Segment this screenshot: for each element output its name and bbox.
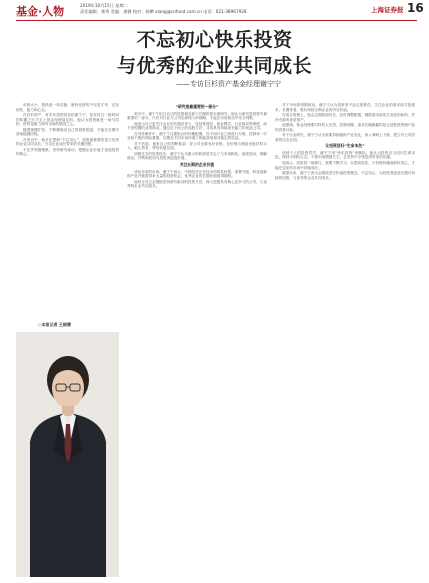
paragraph: 不在乎短期涨跌，坚持研究驱动，把握企业价值才是他投资的核心。 xyxy=(16,147,119,157)
headline-line-1: 不忘初心快乐投资 xyxy=(136,29,293,51)
section-heading: 关注长期的企业价值 xyxy=(179,162,215,168)
paragraph: 谈到个人的投资哲学，谢宁宁用“快乐投资”来概括。他认为投资应当回归生命本色，保持平和的心态，不被市场情绪左右，在坚持中享受投资带来的乐趣。 xyxy=(275,150,415,160)
paragraph: 他强调，基金经理要对持有人负责，控制回撤、追求长期稳健的复合回报是管理产品的首要目标。 xyxy=(275,123,415,132)
paragraph: 在组合管理上，他会定期检视持仓，及时调整配置，剔除基本面发生变化的标的，并补充新的优质资产。 xyxy=(275,113,415,122)
paper-name: 上海证券报 xyxy=(371,6,404,14)
paragraph: 对于市场的短期波动，谢宁宁认为投资者不必过度焦虑，关注企业的基本面才是根本，长期来看，股价终将反映企业的内在价值。 xyxy=(275,103,415,112)
paragraph: 对于行业研究，谢宁宁认为需要持续跟踪产业变化，深入调研上下游，建立对公司经营的动态认知。 xyxy=(275,133,415,142)
masthead xyxy=(0,0,429,20)
paragraph: 采访中，谢宁宁坦言自己的投资理念源于长期的基本面研究，他认为研究是投资中最重要的一部分，只有对行业与公司足够深入的理解，才能在市场波动中坚守判断。 xyxy=(127,111,267,121)
editor-info: 责任编辑：龚秀 美编：唐健 校对：杨攀 xlang@cnfund.com.cn 电话：021-38967928 xyxy=(80,8,247,14)
paragraph: 年龄大小，我热爱一项长跑，最终比拼的不仅是才华，还有韧性、毅力和心态。 xyxy=(16,103,119,112)
paragraph: 展望未来，谢宁宁表示会继续坚守价值投资理念，不忘初心，为投资者创造长期可持续的回报，与优秀的企业共同成长。 xyxy=(275,171,415,180)
headline xyxy=(0,27,429,79)
paragraph: 在采访中，他多次提到“不忘初心”，投资最重要的是与优秀的企业共同成长，分享企业成长带来的长期回报。 xyxy=(16,137,119,147)
paragraph: 回顾过去的投资经历，谢宁宁认为最大的收获是学会了与市场相处，接受波动，理解波动，并利用波动为投资者创造价值。 xyxy=(127,151,267,161)
article-column-3 xyxy=(275,103,415,573)
section-label: 基金·人物 xyxy=(16,5,65,18)
paragraph: 在具体操作中，谢宁宁注重组合的均衡配置，在不同行业之间进行分散，控制单一行业和个股的风险暴露，以期在不同市场环境下都能获取相对稳定的收益。 xyxy=(127,131,267,141)
subheadline: ——专访巨杉资产基金经理谢宁宁 xyxy=(176,80,281,88)
issue-date: 2019年10月15日 星期二 xyxy=(80,3,128,8)
paragraph: 随着规模扩张，不断磨砺出自己的投资框架，才能在长期中获取稳健回报。 xyxy=(16,127,119,137)
article-column-1 xyxy=(16,103,119,331)
article-column-2 xyxy=(127,103,267,573)
paragraph: 他表示自己更关注企业的长期竞争力，包括管理层、商业模式、行业格局等维度，而不是短期的业绩波动。通过自下而上的选股方法，寻找具有持续成长能力的优质公司。 xyxy=(127,121,267,131)
paragraph: 对于估值，他有自己的判断框架：好公司也要有好价格，在价格合理甚至低估时买入，耐心持有，等待价值兑现。 xyxy=(127,141,267,151)
paragraph: 他表示，投资是一场修行，需要不断学习、反思和进化，只有保持谦逊和好奇心，才能在变化的市场中持续成长。 xyxy=(275,161,415,170)
byline: ○本报记者 王晓德 xyxy=(38,322,71,327)
page-number: 16 xyxy=(407,1,424,15)
section-heading: “研究是最重要的一部分” xyxy=(175,104,219,109)
section-heading: 让投资回归“生命本色” xyxy=(325,143,365,149)
portrait-photo xyxy=(16,332,119,577)
paragraph: 在巨杉资产，有多年投资经验的谢宁宁，是在经过一段时间的积累之后才走上基金经理岗位的。他认为投资就是一场马拉松，拼的是耐力和对市场的敬畏之心。 xyxy=(16,113,119,127)
portrait-illustration xyxy=(16,332,119,577)
issue-meta xyxy=(80,3,247,14)
masthead-rule xyxy=(16,20,417,21)
headline-line-2: 与优秀的企业共同成长 xyxy=(116,55,312,77)
paragraph: 谈及未来的市场，谢宁宁表示，中国经济正在经历结构性转型，消费升级、科技创新和产业升级将带来大量的投资机会，优秀企业的长期价值值得期待。 xyxy=(127,169,267,179)
paragraph: 他坦言自己会继续坚持研究驱动的投资方法，深入挖掘具有核心竞争力的公司，与优秀的企业共同成长。 xyxy=(127,179,267,189)
